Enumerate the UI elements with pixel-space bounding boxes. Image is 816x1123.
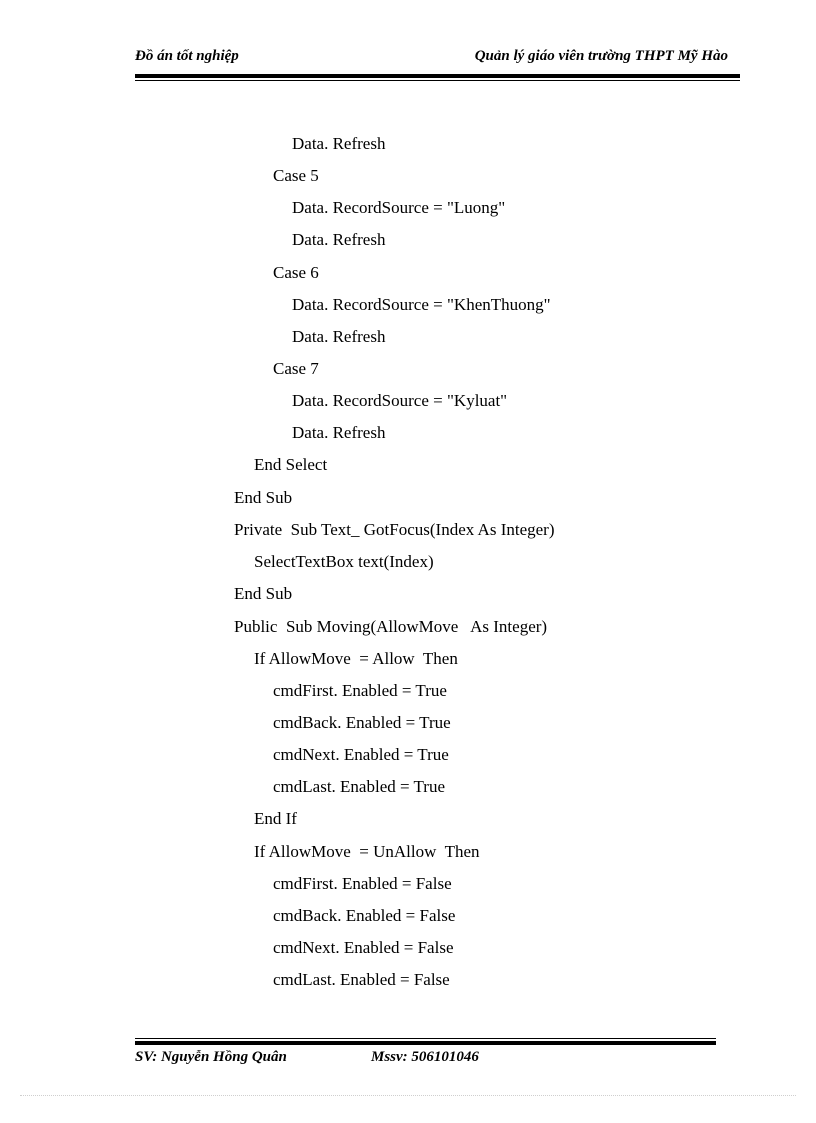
code-line: End Sub (234, 584, 293, 603)
code-line: End Select (254, 455, 328, 474)
code-line: Case 7 (273, 359, 319, 378)
code-line: Data. Refresh (292, 134, 386, 153)
code-line: Private Sub Text_ GotFocus(Index As Integer) (234, 520, 555, 539)
code-line: End Sub (234, 488, 293, 507)
code-line: If AllowMove = Allow Then (254, 649, 458, 668)
code-line: cmdNext. Enabled = True (273, 745, 449, 764)
code-line: Data. Refresh (292, 230, 386, 249)
code-line: Data. RecordSource = "Luong" (292, 198, 506, 217)
footer-rule-thin (135, 1038, 716, 1039)
footer-student-id: Mssv: 506101046 (371, 1049, 479, 1065)
code-line: Data. RecordSource = "Kyluat" (292, 391, 508, 410)
footer-rule-thick (135, 1041, 716, 1045)
code-line: End If (254, 809, 297, 828)
code-line: cmdFirst. Enabled = True (273, 681, 447, 700)
footer-student-name: SV: Nguyễn Hồng Quân (135, 1049, 287, 1065)
code-line: cmdBack. Enabled = False (273, 906, 456, 925)
code-line: Case 6 (273, 263, 319, 282)
code-line: If AllowMove = UnAllow Then (254, 842, 480, 861)
code-line: cmdLast. Enabled = True (273, 777, 446, 796)
code-line: cmdNext. Enabled = False (273, 938, 454, 957)
code-line: Case 5 (273, 166, 319, 185)
header-thesis-title: Đồ án tốt nghiệp (135, 48, 239, 64)
code-line: cmdLast. Enabled = False (273, 970, 450, 989)
code-line: Data. RecordSource = "KhenThuong" (292, 295, 551, 314)
code-line: SelectTextBox text(Index) (254, 552, 434, 571)
header-project-title: Quản lý giáo viên trường THPT Mỹ Hào (474, 48, 728, 64)
code-line: Data. Refresh (292, 423, 386, 442)
code-line: Data. Refresh (292, 327, 386, 346)
code-line: Public Sub Moving(AllowMove As Integer) (234, 617, 548, 636)
page-bottom-divider (20, 1095, 796, 1096)
code-line: cmdBack. Enabled = True (273, 713, 451, 732)
code-line: cmdFirst. Enabled = False (273, 874, 452, 893)
